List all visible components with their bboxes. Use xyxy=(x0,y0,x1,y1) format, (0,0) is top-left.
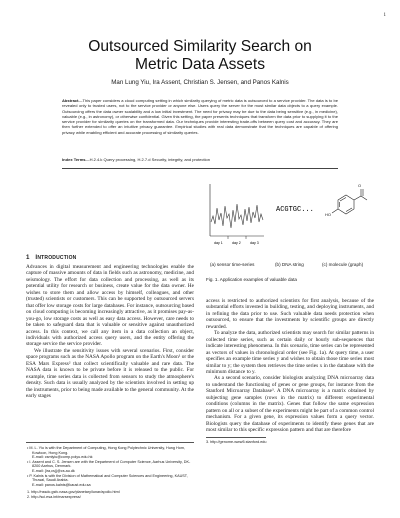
footnote-affiliation-3: • P. Kalnis is with the Division of Mathematical and Computer Sciences and Engineering, KAUST, Thuwal, Saudi Arabia. xyxy=(27,473,188,483)
title-line-1: Outsourced Similarity Search on xyxy=(88,38,312,55)
title-line-2: Metric Data Assets xyxy=(135,56,265,73)
index-terms xyxy=(62,157,338,162)
section-title-initial: I xyxy=(35,254,38,261)
abstract-label: Abstract xyxy=(62,98,79,103)
right-footnote-divider xyxy=(206,437,266,438)
day-label-3: day 3 xyxy=(250,241,259,245)
footnote-divider xyxy=(26,442,194,443)
subfigure-a-label: (a) sensor time-series xyxy=(210,262,255,267)
footnotes xyxy=(26,442,194,500)
right-column xyxy=(206,298,374,444)
right-paragraph-2: To analyze the data, authorized scientists may search for similar patterns in collected time series, such as certain daily or hourly sub-sequences that indicate interesting phenomena. In this scenario, time series can be represented as vectors of values in chronological order (see Fig. 1a). At query time, a user specifies an example time series y and wishes to obtain those time series most similar to y; the system then retrieves the time series x in the database with the minimum distance to y. xyxy=(206,330,374,375)
footnote-email-3: E-mail: panos.kalnis@kaust.edu.sa xyxy=(32,482,91,487)
abstract-text: —This paper considers a cloud computing setting in which similarity querying of metric data is outsourced to a service provider. The data is to be revealed only to trusted users, not to the service provider or anyone else. Users query the server for the most similar data objects to a query example. Outsourcing offers the data owner scalability and a low initial investment. The need for privacy may be due to the data being sensitive (e.g., in medicine), valuable (e.g., in astronomy), or otherwise confidential. Given this setting, the paper presents techniques that transform the data prior to supplying it to the service provider for similarity queries on the transformed data. Our techniques provide interesting trade-offs between query cost and accuracy. They are then further extended to offer an intuitive privacy guarantee. Empirical studies with real data demonstrate that the techniques are capable of offering privacy while enabling efficient and accurate processing of similarity queries. xyxy=(62,98,338,135)
molecule-graph xyxy=(325,183,367,217)
subfigure-b-label: (b) DNA string xyxy=(275,262,304,267)
footnote-email-1: E-mail: csmlyiu@comp.polyu.edu.hk xyxy=(32,455,93,460)
day-label-2: day 2 xyxy=(232,241,241,245)
section-title-rest: NTRODUCTION xyxy=(37,255,77,261)
index-terms-label: Index Terms xyxy=(62,157,86,162)
figure-caption: Fig. 1. Application examples of valuable data xyxy=(206,277,297,282)
time-series-plot xyxy=(210,184,264,245)
footnote-affiliation-2: • I. Assent and C. S. Jensen are with the Department of Computer Science, Aarhus University, DK-8200 Aarhus, Denmark. xyxy=(27,459,191,469)
footnote-email-2: E-mail: {ira,csj}@cs.au.dk xyxy=(32,468,75,473)
figure-1 xyxy=(206,178,374,286)
dna-sequence: ACGTGC... xyxy=(276,206,314,214)
abstract xyxy=(62,98,338,135)
svg-text:O: O xyxy=(358,183,362,188)
svg-text:HO: HO xyxy=(325,212,331,217)
footnote-affiliation-1: • M. L. Yiu is with the Department of Computing, Hong Kong Polytechnic University, Hung Hom, Kowloon, Hong Kong. xyxy=(27,446,185,455)
section-number: 1 xyxy=(26,254,30,261)
footnote-url-1[interactable]: 1. http://nssdc.gsfc.nasa.gov/planetary/lunar/apollo.html xyxy=(27,490,120,495)
footnote-url-2[interactable]: 2. http://sci.esa.int/marsexpress/ xyxy=(27,494,81,499)
index-terms-text: —H.2.4.k Query processing, H.2.7.d Security, integrity, and protection xyxy=(85,157,211,162)
subfigure-c-label: (c) molecule (graph) xyxy=(322,262,364,267)
section-heading xyxy=(26,254,194,261)
left-column xyxy=(26,254,194,400)
author-list: Man Lung Yiu, Ira Assent, Christian S. Jensen, and Panos Kalnis xyxy=(111,79,289,86)
dna-string xyxy=(276,206,314,214)
header-divider xyxy=(62,168,338,169)
right-footnote-url[interactable]: 3. http://genome-www5.stanford.edu xyxy=(206,439,267,444)
right-paragraph-3: As a second scenario, consider biologists analyzing DNA microarray data to understand the functioning of genes or gene groups, for instance from the Stanford Microarray Database³. A DNA microarray is a matrix obtained by subjecting gene samples (rows in the matrix) to different experimental conditions (columns in the matrix). Genes that follow the same expression pattern on all or a subset of the experiments might be part of a common control mechanism. For a given gene, its expression values form a query vector. Biologists query the database of experiments to identify these genes that are most similar to this specific expression pattern and that are therefore xyxy=(206,375,374,434)
intro-paragraph-2: We illustrate the sensitivity issues with several scenarios. First, consider space programs such as the NASA Apollo program on the Earth's Moon¹ or the ESA Mars Express² that collect scientifically valuable and rare data. The NASA data is known to be private before it is released to the public. For example, time series data is collected from sensors to study the atmosphere's density. Such data is usually analyzed by the scientists involved in setting up the instruments, prior to being made available to the general community. At the early stages xyxy=(26,347,194,400)
figure-1-graphics xyxy=(206,178,374,268)
day-label-1: day 1 xyxy=(214,241,223,245)
intro-paragraph-1: Advances in digital measurement and engineering technologies enable the capture of massive amounts of data in fields such as astronomy, medicine, and seismology. The effort for data collection and processing, as well as its potential utility for research or business, create value for the data owner. He wishes to store them and allow access by himself, colleagues, and other (trusted) scientists or customers. This can be supported by outsourced servers that offer low storage costs for large databases. For instance, outsourcing based on cloud computing is becoming increasingly attractive, as it promises pay-as-you-go, low storage costs as well as easy data access. However, care needs to be taken to safeguard data that is valuable or sensitive against unauthorized access. In this context, we call any item in a data collection an object, individuals with authorized access query users, and the entity offering the storage service the service provider. xyxy=(26,264,194,348)
paper-title xyxy=(0,38,400,74)
page-number: 1 xyxy=(383,13,386,18)
right-paragraph-1: access is restricted to authorized scientists for first analysis, because of the substantial efforts invested in building, testing, and deploying instruments, and in refining the data prior to use. Such valuable data needs protection when outsourced, to ensure that the investments by scientific groups are directly rewarded. xyxy=(206,298,374,330)
